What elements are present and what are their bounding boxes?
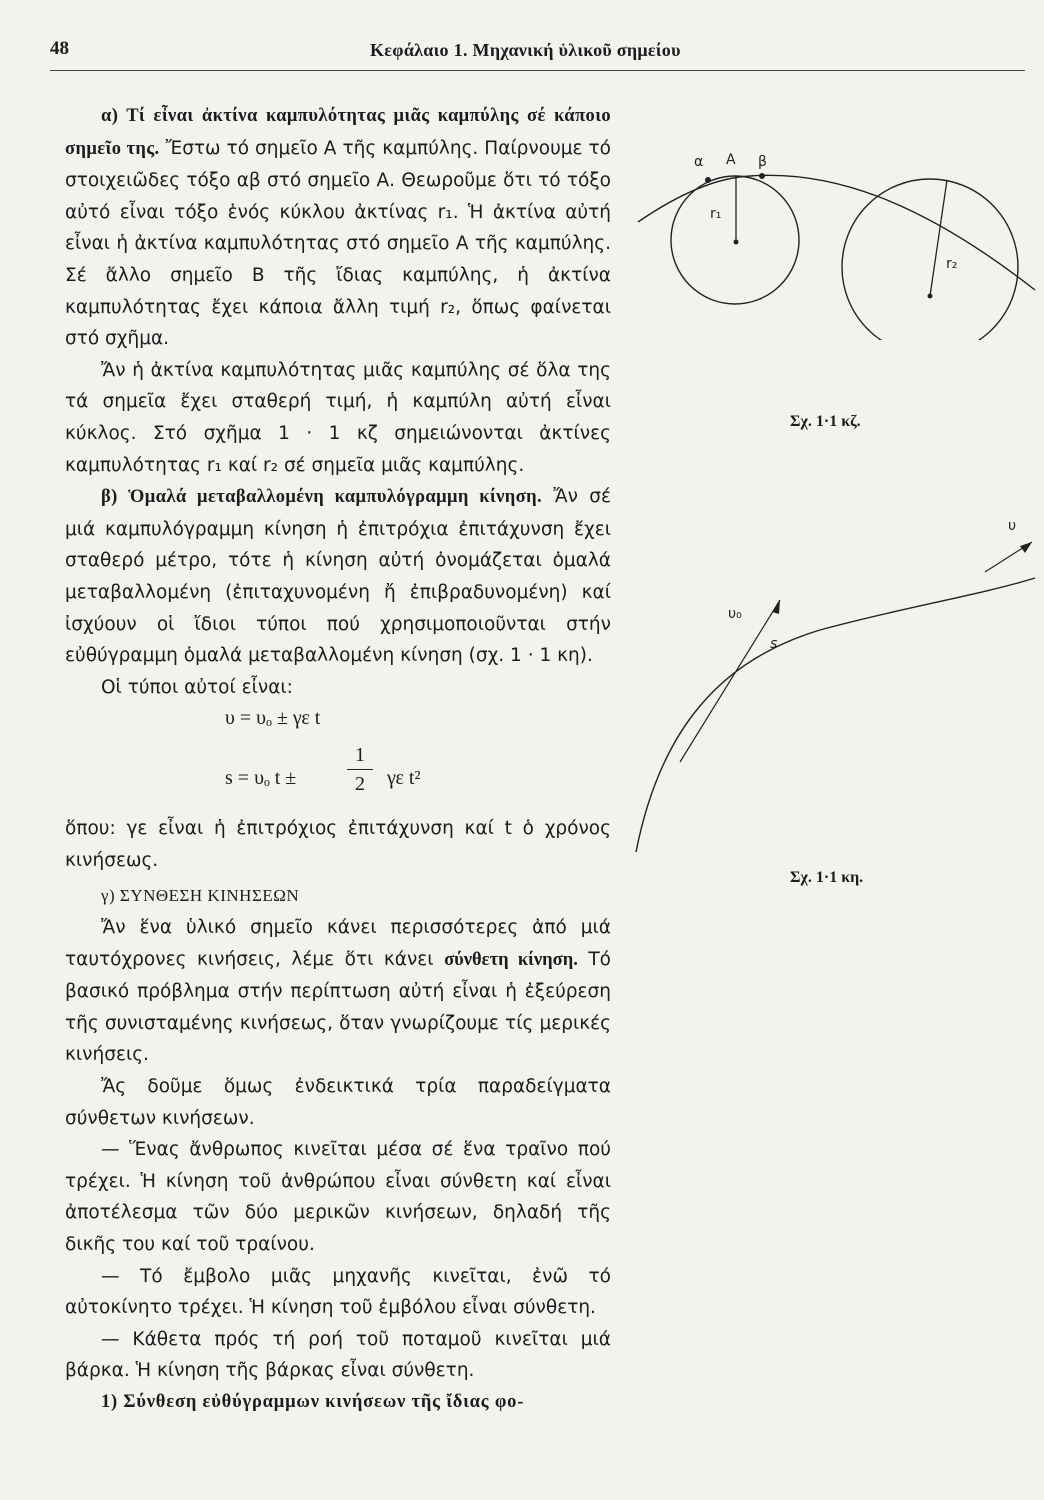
fraction-bar (347, 769, 373, 770)
paragraph-constant-radius: Ἄν ἡ ἀκτίνα καμπυλότητας μιᾶς καμπύλης σέ ὅλα της τά σημεῖα ἔχει σταθερή τιμή, ἡ καμπύλη αὐτή εἶναι κύκλος. Στό σχῆμα 1 · 1 κζ σημειώνονται ἀκτίνες καμπυλότητας r₁ καί r₂ σέ σημεῖα μιᾶς καμπύλης. (65, 359, 611, 476)
heading-motion-composition (65, 880, 611, 912)
paragraph-examples-intro: Ἄς δοῦμε ὅμως ἐνδεικτικά τρία παραδείγματα σύνθετων κινήσεων. (65, 1076, 611, 1129)
fraction-denominator: 2 (355, 773, 365, 796)
running-title: Κεφάλαιο 1. Μηχανική ὑλικοῦ σημείου (370, 40, 681, 60)
figure-curvature-radii (630, 140, 1040, 340)
label-v: υ (1008, 518, 1017, 534)
equation-fraction (347, 743, 373, 796)
text-column (65, 100, 611, 1419)
page-header (50, 38, 1030, 68)
composite-motion-term: σύνθετη κίνηση. (444, 949, 578, 970)
paragraph-example-piston: — Τό ἔμβολο μιᾶς μηχανῆς κινεῖται, ἐνῶ τό αὐτοκίνητο τρέχει. Ἡ κίνηση τοῦ ἐμβόλου εἶναι σύνθετη. (65, 1265, 611, 1319)
caption-figure-1: Σχ. 1·1 κζ. (790, 413, 861, 430)
paragraph-composite-motion (65, 912, 611, 1071)
paragraph-uniform-motion (65, 481, 611, 672)
label-v0: υ₀ (728, 606, 742, 622)
label-r2: r₂ (946, 256, 958, 272)
paragraph-curvature-radius (65, 100, 611, 355)
label-s: s (770, 636, 778, 652)
paragraph-formulas-intro: Οἱ τύποι αὐτοί εἶναι: (101, 676, 293, 698)
fraction-numerator: 1 (355, 744, 365, 767)
radius-r1-center (734, 240, 739, 245)
equation-displacement-right: γε t² (387, 767, 421, 790)
paragraph-example-train: — Ἕνας ἄνθρωπος κινεῖται μέσα σέ ἕνα τραῖνο πού τρέχει. Ἡ κίνηση τοῦ ἀνθρώπου εἶναι σύνθετη καί εἶναι ἀποτέλεσμα τῶν δύο μερικῶν κινήσεων, δηλαδή τῆς δικῆς του καί τοῦ τραίνου. (65, 1139, 611, 1255)
label-alpha: α (694, 154, 704, 170)
velocity-v-arrowhead (1020, 542, 1032, 553)
equation-velocity-text: υ = υₒ ± γε t (225, 707, 321, 730)
label-r1: r₁ (710, 206, 722, 222)
radius-r2-center (928, 294, 933, 299)
uniform-motion-text: Ἄν σέ μιά καμπυλόγραμμη κίνηση ἡ ἐπιτρόχια ἐπιτάχυνση ἔχει σταθερό μέτρο, τότε ἡ κίνηση αὐτή ὀνομάζεται ὁμαλά μεταβαλλομένη (ἐπιταχυνομένη ἤ ἐπιβραδυνομένη) καί ἰσχύουν οἱ ἴδιοι τύποι πού χρησιμοποιοῦνται στήν εὐθύγραμμη ὁμαλά μεταβαλλομένη κίνηση (σχ. 1 · 1 κη). (65, 486, 611, 667)
page-number: 48 (50, 38, 69, 59)
heading-curvature-radius: α) Τί εἶναι ἀκτίνα καμπυλότητας μιᾶς καμπύλης σέ κάποιο σημεῖο της. (65, 106, 611, 159)
curvature-radius-text: Ἔστω τό σημεῖο Α τῆς καμπύλης. Παίρνουμε τό στοιχειῶδες τόξο αβ στό σημεῖο Α. Θεωροῦμε ὅτι τό τόξο αὐτό εἶναι τόξο ἑνός κύκλου ἀκτίνας r₁. Ἡ ἀκτίνα αὐτή εἶναι ἡ ἀκτίνα καμπυλότητας στό σημεῖο Α τῆς καμπύλης. Σέ ἄλλο σημεῖο Β τῆς ἴδιας καμπύλης, ἡ ἀκτίνα καμπυλότητας ἔχει κάποια ἄλλη τιμή r₂, ὅπως φαίνεται στό σχῆμα. (65, 137, 612, 350)
radius-r2-line (930, 180, 947, 296)
heading-uniform-motion: β) Ὁμαλά μεταβαλλομένη καμπυλόγραμμη κίνηση. (101, 487, 543, 508)
point-beta (759, 173, 765, 179)
velocity-v0-vector (680, 600, 780, 762)
composite-motion-text-1: Ἄν ἕνα ὑλικό σημεῖο κάνει περισσότερες ἀπό μιά ταυτόχρονες κινήσεις, λέμε ὅτι κάνει (65, 917, 611, 970)
paragraph-example-boat: — Κάθετα πρός τή ροή τοῦ ποταμοῦ κινεῖται μιά βάρκα. Ἡ κίνηση τῆς βάρκας εἶναι σύνθετη. (65, 1328, 611, 1382)
osculating-circle-2 (842, 179, 1018, 340)
caption-figure-2: Σχ. 1·1 κη. (790, 869, 864, 886)
label-beta: β (758, 154, 767, 170)
label-point-A: Α (726, 152, 736, 168)
heading-linear-motion-composition: 1) Σύνθεση εὐθύγραμμων κινήσεων τῆς ἴδιας φο- (101, 1391, 525, 1412)
figure-curvilinear-motion (630, 500, 1040, 860)
trajectory-curve (636, 578, 1035, 852)
equation-displacement (65, 743, 611, 813)
composite-motion-text-2: Τό βασικό πρόβλημα στήν περίπτωση αὐτή εἶναι ἡ ἐξεύρεση τῆς συνισταμένης κινήσεως, ὅταν γνωρίζουμε τίς μερικές κινήσεις. (65, 948, 611, 1066)
header-rule (50, 70, 1025, 71)
velocity-v0-arrowhead (772, 600, 780, 614)
equation-velocity (65, 703, 611, 743)
curve-line (638, 175, 1035, 290)
point-alpha (705, 177, 711, 183)
heading-motion-composition-text: γ) ΣΥΝΘΕΣΗ ΚΙΝΗΣΕΩΝ (101, 886, 300, 906)
paragraph-where: ὅπου: γε εἶναι ἡ ἐπιτρόχιος ἐπιτάχυνση καί t ὁ χρόνος κινήσεως. (65, 818, 611, 871)
equation-displacement-left: s = υₒ t ± (225, 767, 297, 790)
